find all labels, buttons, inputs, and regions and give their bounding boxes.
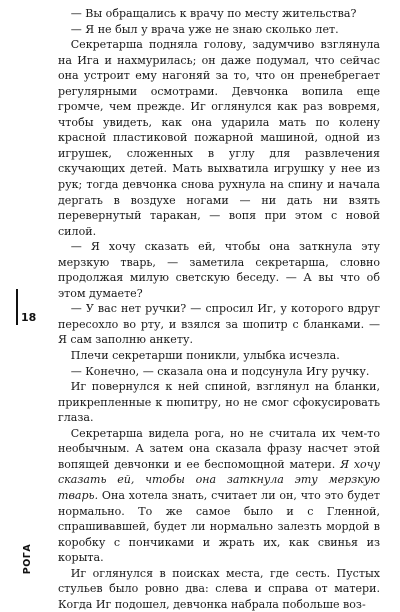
running-title: РОГА bbox=[22, 543, 33, 575]
text-segment: Она хотела знать, считает ли он, что это будет нормально. То же самое было и с Гленной, спрашивавшей, будет ли нормально залезть мордой в коробку с пончиками и жрать их, как свинья из корыта. bbox=[58, 488, 380, 565]
paragraph bbox=[58, 566, 380, 612]
text-segment: Плечи секретарши поникли, улыбка исчезла. bbox=[70, 349, 340, 363]
text-segment: Иг повернулся к ней спиной, взглянул на бланки, прикрепленные к пюпитру, но не смог сфокусировать глаза. bbox=[58, 380, 380, 425]
paragraph bbox=[58, 239, 380, 301]
text-segment: Секретарша видела рога, но не считала их чем-то необычным. А затем она сказала фразу насчет этой вопящей девчонки и ее беспомощной матери. bbox=[58, 426, 380, 471]
text-segment: — У вас нет ручки? — спросил Иг, у которого вдруг пересохло во рту, и взялся за шопитр с бланками. — Я сам заполню анкету. bbox=[58, 302, 380, 347]
paragraph bbox=[58, 379, 380, 426]
paragraph bbox=[58, 301, 380, 348]
text-segment: — Я не был у врача уже не знаю сколько лет. bbox=[70, 22, 339, 36]
paragraph bbox=[58, 426, 380, 566]
text-segment: — Конечно, — сказала она и подсунула Игу ручку. bbox=[70, 364, 370, 378]
italic-phrase: Я хочу сказать ей, чтобы она заткнула эту мерзкую тварь. bbox=[58, 457, 380, 502]
text-segment: Секретарша подняла голову, задумчиво взглянула на Ига и нахмурилась; он даже подумал, что сейчас она устроит ему нагоняй за то, что он пренебрегает регулярными осмотрами. Девчонка вопила еще громче, чем прежде. Иг оглянулся как раз вовремя, чтобы увидеть, как она ударила мать по колену красной пластиковой пожарной машиной, одной из игрушек, сложенных в углу для развлечения скучающих детей. Мать выхватила игрушку у нее из рук; тогда девчонка снова рухнула на спину и начала дергать в воздухе ногами — ни дать ни взять перевернутый таракан, — вопя при этом с новой силой. bbox=[58, 38, 380, 238]
paragraph bbox=[58, 348, 380, 364]
text-segment: — Я хочу сказать ей, чтобы она заткнула эту мерзкую тварь, — заметила секретарша, словно продолжая милую светскую беседу. — А вы что об этом думаете? bbox=[58, 240, 380, 300]
paragraph bbox=[58, 6, 380, 22]
paragraph bbox=[58, 22, 380, 38]
page-text bbox=[58, 6, 380, 612]
page-number: 18 bbox=[16, 311, 36, 325]
paragraph bbox=[58, 37, 380, 239]
paragraph bbox=[58, 364, 380, 380]
text-segment: Иг оглянулся в поисках места, где сесть. Пустых стульев было ровно два: слева и справа от матери. Когда Иг подошел, девчонка набрала побольше воз- bbox=[58, 566, 380, 611]
text-segment: — Вы обращались к врачу по месту жительства? bbox=[70, 7, 357, 20]
